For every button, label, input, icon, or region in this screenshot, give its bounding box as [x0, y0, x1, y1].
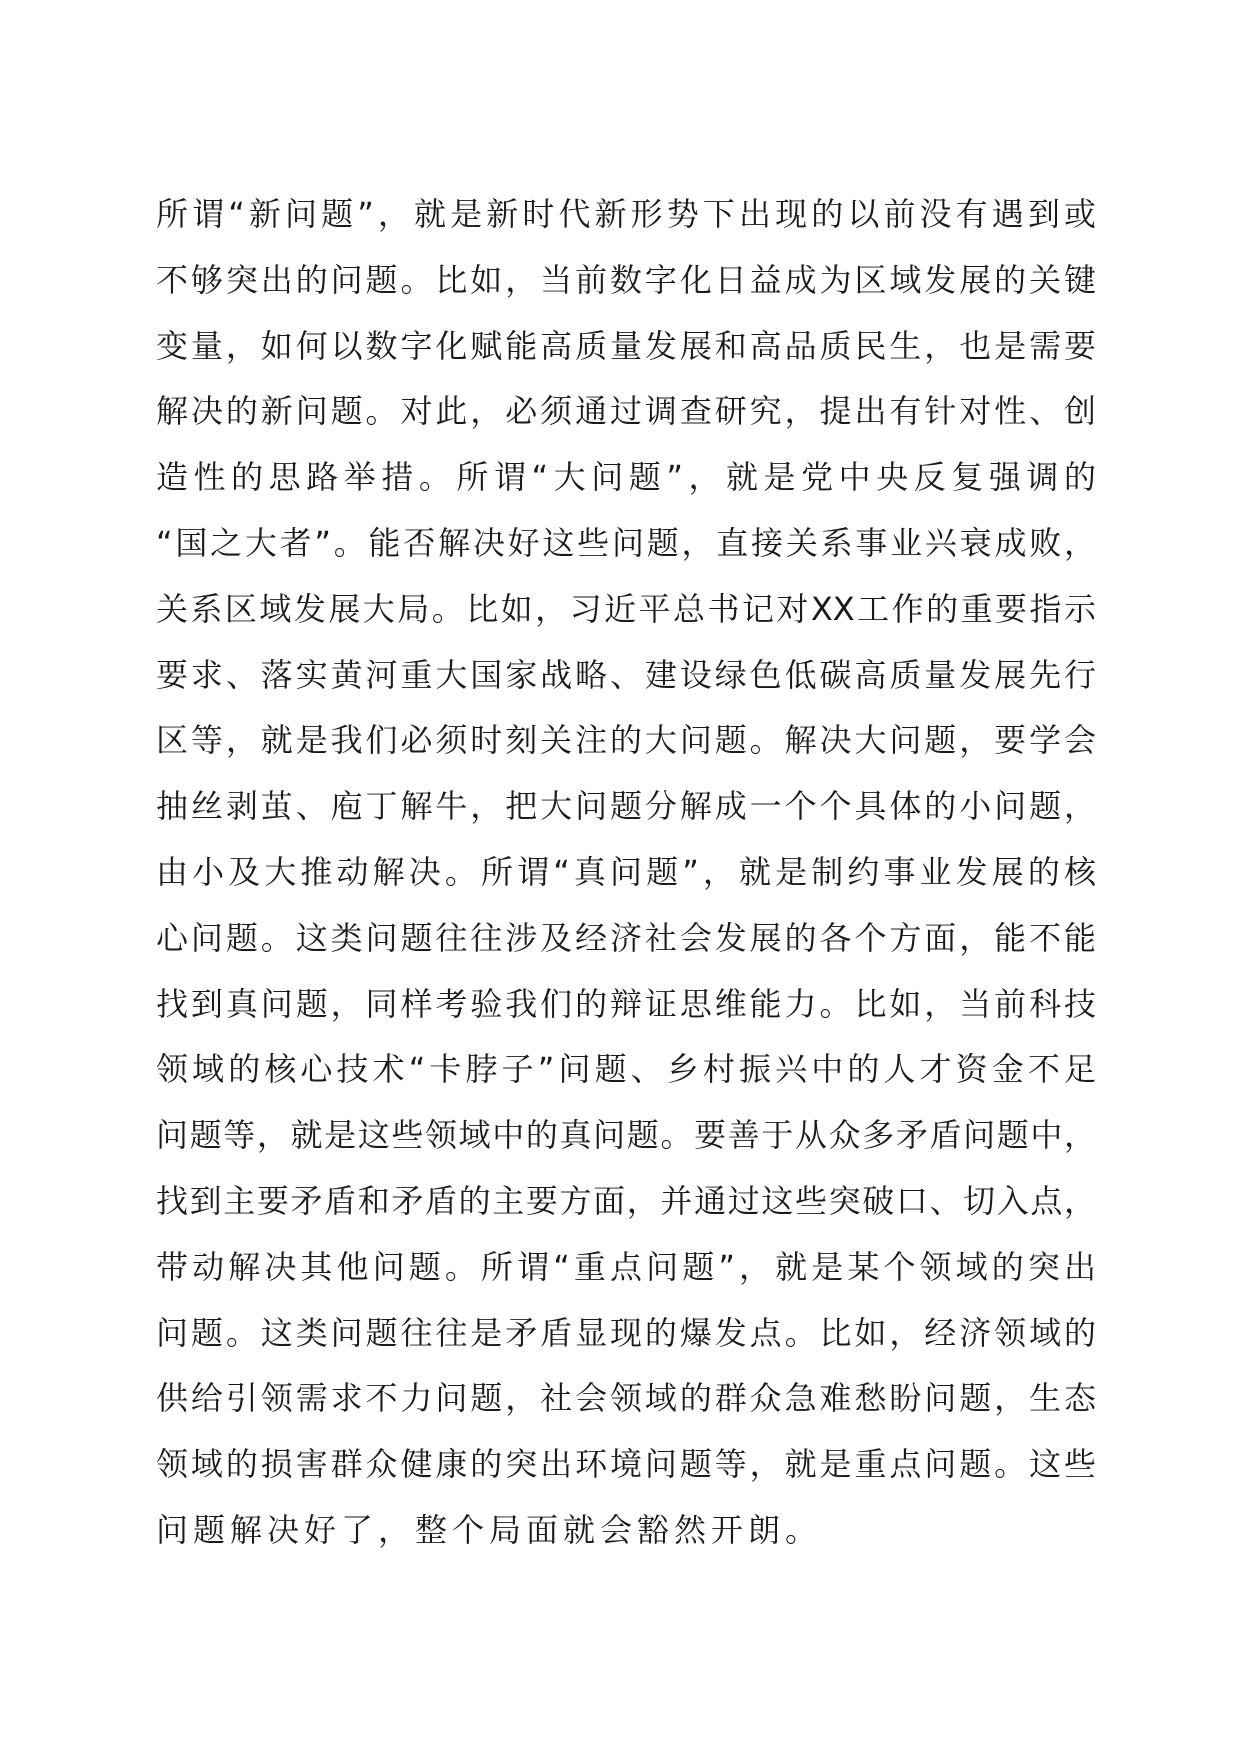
- text-line: 找到主要矛盾和矛盾的主要方面，并通过这些突破口、切入点，: [156, 1181, 1096, 1220]
- text-line: 供给引领需求不力问题，社会领域的群众急难愁盼问题，生态: [156, 1379, 1096, 1418]
- text-line: 抽丝剥茧、庖丁解牛，把大问题分解成一个个具体的小问题，: [156, 787, 1096, 826]
- text-line: 带动解决其他问题。所谓“重点问题”，就是某个领域的突出: [156, 1247, 1096, 1286]
- text-line: 关系区域发展大局。比如，习近平总书记对XX工作的重要指示: [156, 589, 1096, 628]
- text-line: 解决的新问题。对此，必须通过调查研究，提出有针对性、创: [156, 392, 1096, 431]
- text-line: 所谓“新问题”，就是新时代新形势下出现的以前没有遇到或: [156, 195, 1096, 233]
- text-line: “国之大者”。能否解决好这些问题，直接关系事业兴衰成败，: [156, 523, 1096, 562]
- text-line: 心问题。这类问题往往涉及经济社会发展的各个方面，能不能: [156, 918, 1096, 957]
- body-paragraph: [156, 182, 1096, 1564]
- text-line: 区等，就是我们必须时刻关注的大问题。解决大问题，要学会: [156, 721, 1096, 760]
- text-line: 由小及大推动解决。所谓“真问题”，就是制约事业发展的核: [156, 852, 1096, 891]
- text-line: 变量，如何以数字化赋能高质量发展和高品质民生，也是需要: [156, 326, 1096, 365]
- text-line: 问题。这类问题往往是矛盾显现的爆发点。比如，经济领域的: [156, 1313, 1096, 1352]
- text-line: 造性的思路举措。所谓“大问题”，就是党中央反复强调的: [156, 458, 1096, 497]
- text-line: 领域的核心技术“卡脖子”问题、乡村振兴中的人才资金不足: [156, 1050, 1096, 1089]
- text-line: 要求、落实黄河重大国家战略、建设绿色低碳高质量发展先行: [156, 655, 1096, 694]
- text-line: 不够突出的问题。比如，当前数字化日益成为区域发展的关键: [156, 260, 1096, 299]
- text-line: 问题解决好了，整个局面就会豁然开朗。: [156, 1510, 823, 1549]
- text-line: 找到真问题，同样考验我们的辩证思维能力。比如，当前科技: [156, 984, 1096, 1023]
- text-line: 领域的损害群众健康的突出环境问题等，就是重点问题。这些: [156, 1445, 1096, 1484]
- text-line: 问题等，就是这些领域中的真问题。要善于从众多矛盾问题中，: [156, 1116, 1096, 1155]
